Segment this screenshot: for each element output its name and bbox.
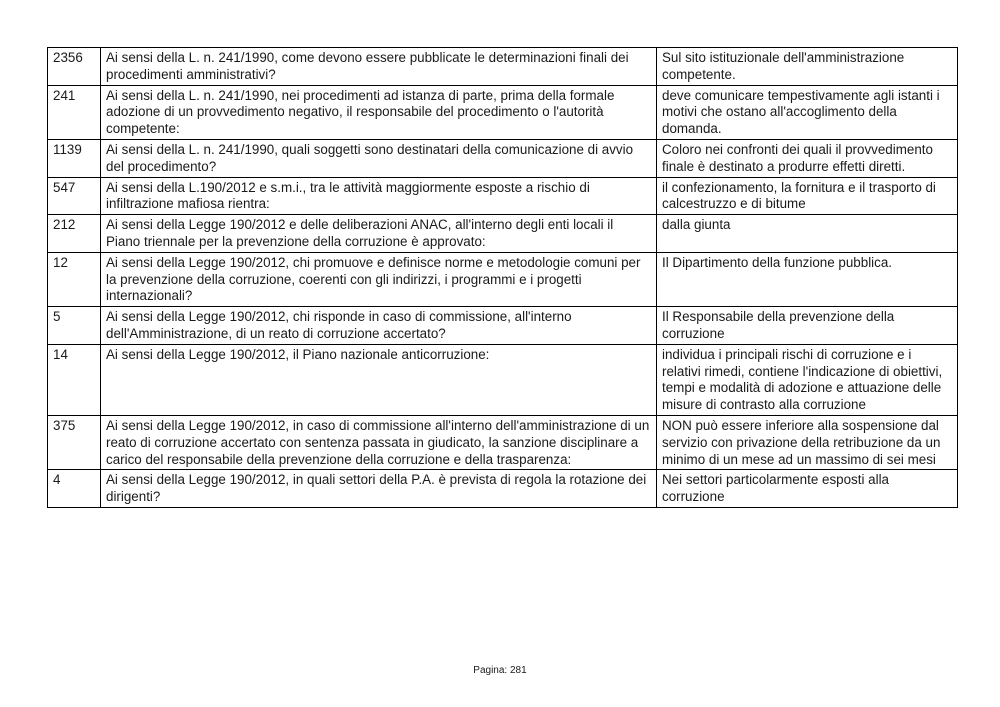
question-text: Ai sensi della Legge 190/2012, chi promuove e definisce norme e metodologie comuni per la prevenzione della corruzione, coerenti con gli indirizzi, i programmi e i progetti internazionali? xyxy=(101,252,657,306)
question-text: Ai sensi della Legge 190/2012, in quali settori della P.A. è prevista di regola la rotazione dei dirigenti? xyxy=(101,470,657,508)
question-text: Ai sensi della Legge 190/2012, il Piano nazionale anticorruzione: xyxy=(101,344,657,415)
table-row xyxy=(48,307,958,345)
answer-text: individua i principali rischi di corruzione e i relativi rimedi, contiene l'indicazione di obiettivi, tempi e modalità di adozione e attuazione delle misure di contrasto alla corruzione xyxy=(657,344,958,415)
answer-text: Coloro nei confronti dei quali il provvedimento finale è destinato a produrre effetti diretti. xyxy=(657,139,958,177)
question-text: Ai sensi della Legge 190/2012, chi risponde in caso di commissione, all'interno dell'Amministrazione, di un reato di corruzione accertato? xyxy=(101,307,657,345)
answer-text: Sul sito istituzionale dell'amministrazione competente. xyxy=(657,48,958,86)
question-id: 14 xyxy=(48,344,101,415)
table-row xyxy=(48,177,958,215)
table-row xyxy=(48,415,958,469)
question-table xyxy=(47,47,958,508)
answer-text: deve comunicare tempestivamente agli istanti i motivi che ostano all'accoglimento della domanda. xyxy=(657,85,958,139)
table-row xyxy=(48,215,958,253)
question-id: 12 xyxy=(48,252,101,306)
answer-text: Il Dipartimento della funzione pubblica. xyxy=(657,252,958,306)
answer-text: il confezionamento, la fornitura e il trasporto di calcestruzzo e di bitume xyxy=(657,177,958,215)
table-row xyxy=(48,139,958,177)
question-text: Ai sensi della Legge 190/2012, in caso di commissione all'interno dell'amministrazione di un reato di corruzione accertato con sentenza passata in giudicato, la sanzione disciplinare a carico del responsabile della prevenzione della corruzione e della trasparenza: xyxy=(101,415,657,469)
answer-text: Il Responsabile della prevenzione della corruzione xyxy=(657,307,958,345)
question-text: Ai sensi della Legge 190/2012 e delle deliberazioni ANAC, all'interno degli enti locali il Piano triennale per la prevenzione della corruzione è approvato: xyxy=(101,215,657,253)
answer-text: NON può essere inferiore alla sospensione dal servizio con privazione della retribuzione da un minimo di un mese ad un massimo di sei mesi xyxy=(657,415,958,469)
answer-text: dalla giunta xyxy=(657,215,958,253)
question-text: Ai sensi della L. n. 241/1990, quali soggetti sono destinatari della comunicazione di avvio del procedimento? xyxy=(101,139,657,177)
table-row xyxy=(48,252,958,306)
question-id: 2356 xyxy=(48,48,101,86)
question-id: 5 xyxy=(48,307,101,345)
table-row xyxy=(48,470,958,508)
answer-text: Nei settori particolarmente esposti alla corruzione xyxy=(657,470,958,508)
table-row xyxy=(48,48,958,86)
table-row xyxy=(48,85,958,139)
question-text: Ai sensi della L. n. 241/1990, come devono essere pubblicate le determinazioni finali dei procedimenti amministrativi? xyxy=(101,48,657,86)
question-id: 1139 xyxy=(48,139,101,177)
question-text: Ai sensi della L. n. 241/1990, nei procedimenti ad istanza di parte, prima della formale adozione di un provvedimento negativo, il responsabile del procedimento o l'autorità competente: xyxy=(101,85,657,139)
question-id: 212 xyxy=(48,215,101,253)
page-number: Pagina: 281 xyxy=(473,665,527,676)
question-id: 375 xyxy=(48,415,101,469)
question-text: Ai sensi della L.190/2012 e s.m.i., tra le attività maggiormente esposte a rischio di infiltrazione mafiosa rientra: xyxy=(101,177,657,215)
question-id: 4 xyxy=(48,470,101,508)
question-id: 241 xyxy=(48,85,101,139)
table-row xyxy=(48,344,958,415)
question-id: 547 xyxy=(48,177,101,215)
